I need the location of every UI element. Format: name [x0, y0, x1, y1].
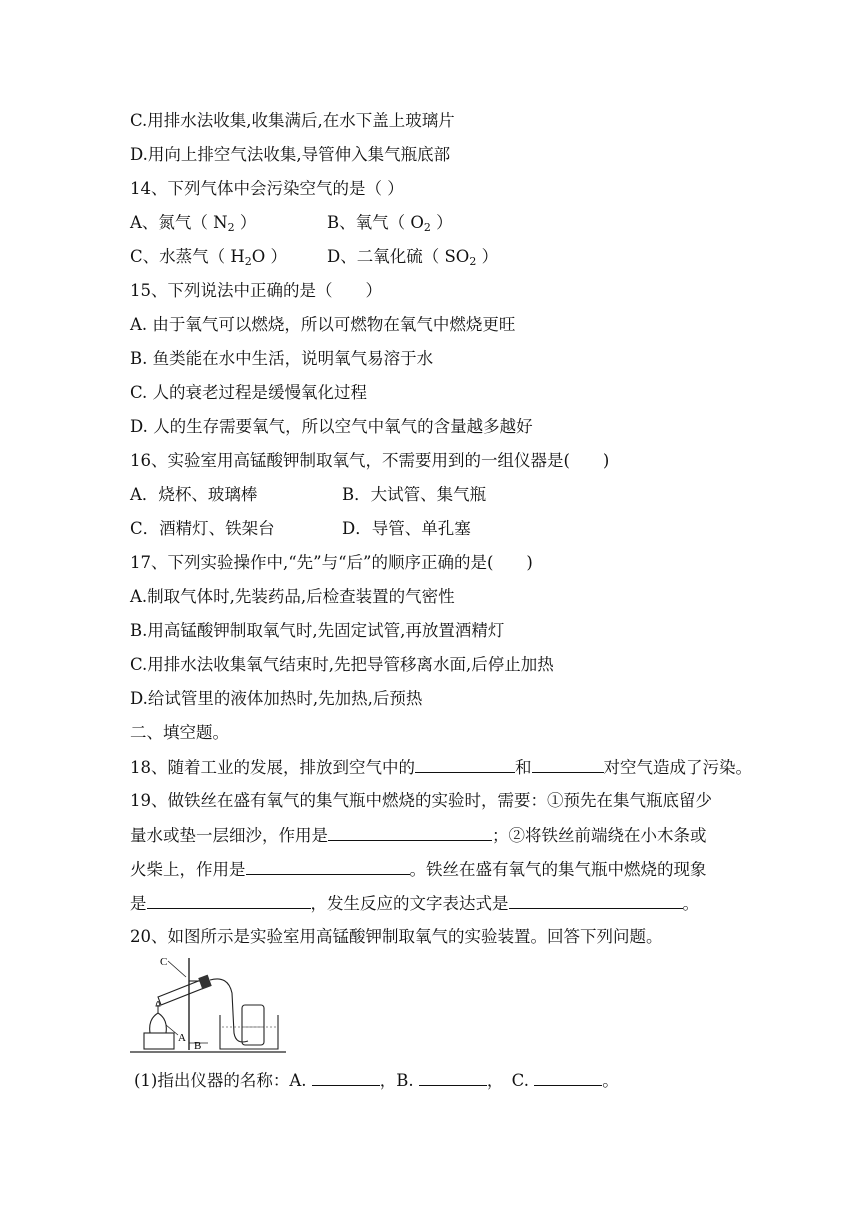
question-18: 18、随着工业的发展，排放到空气中的 和 对空气造成了污染。 [130, 758, 752, 777]
option-14b: B、氧气（ $O_2$ ） [327, 213, 453, 234]
option-17d: D.给试管里的液体加热时,先加热,后预热 [130, 689, 423, 708]
question-15: 15、下列说法中正确的是（ ） [130, 281, 382, 300]
label-c: C [160, 956, 168, 968]
option-13c: C.用排水法收集,收集满后,在水下盖上玻璃片 [130, 111, 455, 130]
question-16: 16、实验室用高锰酸钾制取氧气，不需要用到的一组仪器是( ) [130, 451, 610, 470]
option-13d: D.用向上排空气法收集,导管伸入集气瓶底部 [130, 145, 451, 164]
question-19-line4: 是 ，发生反应的文字表达式是 。 [130, 894, 699, 913]
answer-blank-19d[interactable] [509, 892, 683, 909]
question-14: 14、下列气体中会污染空气的是（ ） [130, 179, 404, 198]
option-14a: A、氮气（ $N_2$ ） [130, 213, 257, 234]
option-14d: D、二氧化硫（ $SO_2$ ） [327, 247, 499, 268]
option-15a: A. 由于氧气可以燃烧，所以可燃物在氧气中燃烧更旺 [130, 315, 516, 334]
option-15b: B. 鱼类能在水中生活，说明氧气易溶于水 [130, 349, 434, 368]
option-16d: D．导管、单孔塞 [342, 519, 471, 538]
answer-blank-18b[interactable] [532, 756, 604, 773]
oxygen-apparatus-diagram [128, 953, 288, 1057]
options-16-row1 [130, 484, 730, 506]
options-14-row1 [130, 212, 730, 239]
section-2-heading: 二、填空题。 [130, 723, 229, 742]
question-19-line1: 19、做铁丝在盛有氧气的集气瓶中燃烧的实验时，需要：①预先在集气瓶底留少 [130, 791, 712, 810]
options-16-row2 [130, 518, 730, 540]
option-16c: C．酒精灯、铁架台 [130, 519, 275, 538]
answer-blank-20b[interactable] [419, 1069, 487, 1086]
options-14-row2 [130, 246, 730, 273]
option-16b: B．大试管、集气瓶 [342, 485, 487, 504]
question-17: 17、下列实验操作中,“先”与“后”的顺序正确的是( ) [130, 553, 533, 572]
answer-blank-19b[interactable] [246, 858, 410, 875]
option-17a: A.制取气体时,先装药品,后检查装置的气密性 [130, 587, 455, 606]
option-15d: D. 人的生存需要氧气，所以空气中氧气的含量越多越好 [130, 417, 533, 436]
apparatus-figure [128, 953, 288, 1061]
option-16a: A．烧杯、玻璃棒 [130, 485, 258, 504]
question-19-line2: 量水或垫一层细沙，作用是 ；②将铁丝前端绕在小木条或 [130, 826, 707, 845]
answer-blank-20a[interactable] [312, 1069, 380, 1086]
option-14c: C、水蒸气（ $H_2O$ ） [130, 247, 288, 268]
answer-blank-18a[interactable] [415, 756, 515, 773]
label-a: A [178, 1032, 186, 1044]
label-b: B [194, 1040, 202, 1052]
question-20-part1: (1)指出仪器的名称：A. ，B. ， C. 。 [134, 1071, 619, 1090]
question-20: 20、如图所示是实验室用高锰酸钾制取氧气的实验装置。回答下列问题。 [130, 927, 663, 946]
option-17c: C.用排水法收集氧气结束时,先把导管移离水面,后停止加热 [130, 655, 554, 674]
question-19-line3: 火柴上，作用是 。铁丝在盛有氧气的集气瓶中燃烧的现象 [130, 860, 707, 879]
option-17b: B.用高锰酸钾制取氧气时,先固定试管,再放置酒精灯 [130, 621, 505, 640]
option-15c: C. 人的衰老过程是缓慢氧化过程 [130, 383, 368, 402]
answer-blank-19a[interactable] [328, 824, 492, 841]
answer-blank-19c[interactable] [147, 892, 311, 909]
answer-blank-20c[interactable] [534, 1069, 602, 1086]
